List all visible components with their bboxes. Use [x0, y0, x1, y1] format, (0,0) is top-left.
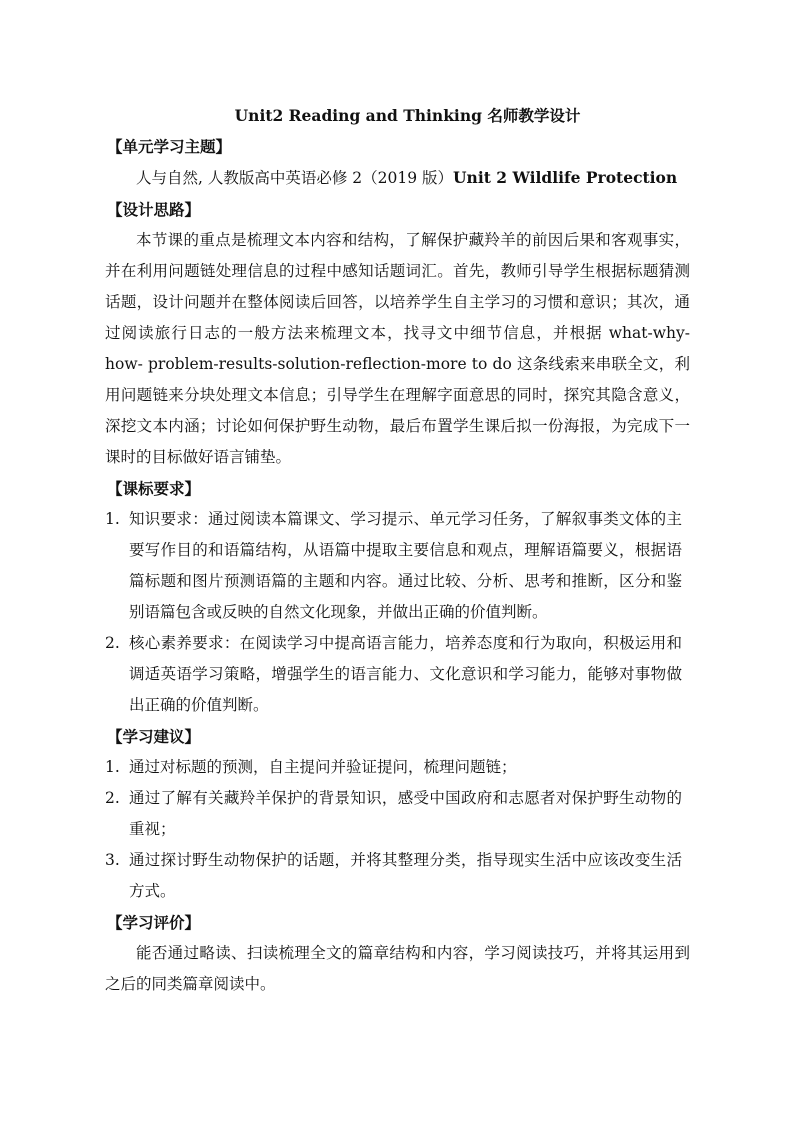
list-item-text: 知识要求：通过阅读本篇课文、学习提示、单元学习任务，了解叙事类文体的主要写作目的和语篇结构，从语篇中提取主要信息和观点，理解语篇要义，根据语篇标题和图片预测语篇的主题和内容。通过比较、分析、思考和推断，区分和鉴别语篇包含或反映的自然文化现象，并做出正确的价值判断。	[129, 510, 682, 621]
list-item-number: 1.	[105, 758, 120, 776]
list-item	[105, 783, 690, 845]
unit-theme-cn: 人与自然, 人教版高中英语必修 2（2019 版）	[136, 169, 454, 187]
list-item-number: 2.	[105, 634, 120, 652]
list-item-text: 通过了解有关藏羚羊保护的背景知识，感受中国政府和志愿者对保护野生动物的重视；	[129, 789, 682, 838]
list-item	[105, 628, 690, 721]
list-item	[105, 752, 690, 783]
heading-curriculum-standards: 【课标要求】	[107, 479, 201, 498]
learning-evaluation-paragraph: 能否通过略读、扫读梳理全文的篇章结构和内容，学习阅读技巧，并将其运用到之后的同类篇章阅读中。	[105, 944, 690, 993]
heading-learning-suggestions: 【学习建议】	[107, 727, 201, 746]
heading-unit-theme: 【单元学习主题】	[107, 137, 232, 156]
list-item-number: 2.	[105, 789, 120, 807]
list-item	[105, 504, 690, 628]
document-page	[105, 100, 690, 1000]
list-item-text: 通过对标题的预测，自主提问并验证提问，梳理问题链；	[129, 758, 517, 776]
document-title: Unit2 Reading and Thinking 名师教学设计	[234, 106, 581, 125]
list-item	[105, 845, 690, 907]
heading-learning-evaluation: 【学习评价】	[107, 913, 201, 932]
unit-theme-text	[105, 162, 690, 194]
list-item-text: 核心素养要求：在阅读学习中提高语言能力，培养态度和行为取向，积极运用和调适英语学习策略，增强学生的语言能力、文化意识和学习能力，能够对事物做出正确的价值判断。	[129, 634, 682, 714]
heading-design-idea: 【设计思路】	[107, 200, 201, 219]
unit-theme-en: Unit 2 Wildlife Protection	[453, 168, 678, 187]
list-item-text: 通过探讨野生动物保护的话题，并将其整理分类，指导现实生活中应该改变生活方式。	[129, 851, 682, 900]
design-idea-paragraph: 本节课的重点是梳理文本内容和结构，了解保护藏羚羊的前因后果和客观事实，并在利用问题链处理信息的过程中感知话题词汇。首先，教师引导学生根据标题猜测话题，设计问题并在整体阅读后回答，以培养学生自主学习的习惯和意识；其次，通过阅读旅行日志的一般方法来梳理文本，找寻文中细节信息，并根据 what-why-how- problem-results-solution-reflection-more to do 这条线索来串联全文，利用问题链来分块处理文本信息；引导学生在理解字面意思的同时，探究其隐含意义，深挖文本内涵；讨论如何保护野生动物，最后布置学生课后拟一份海报，为完成下一课时的目标做好语言铺垫。	[105, 231, 690, 466]
list-item-number: 3.	[105, 851, 120, 869]
list-item-number: 1.	[105, 510, 120, 528]
